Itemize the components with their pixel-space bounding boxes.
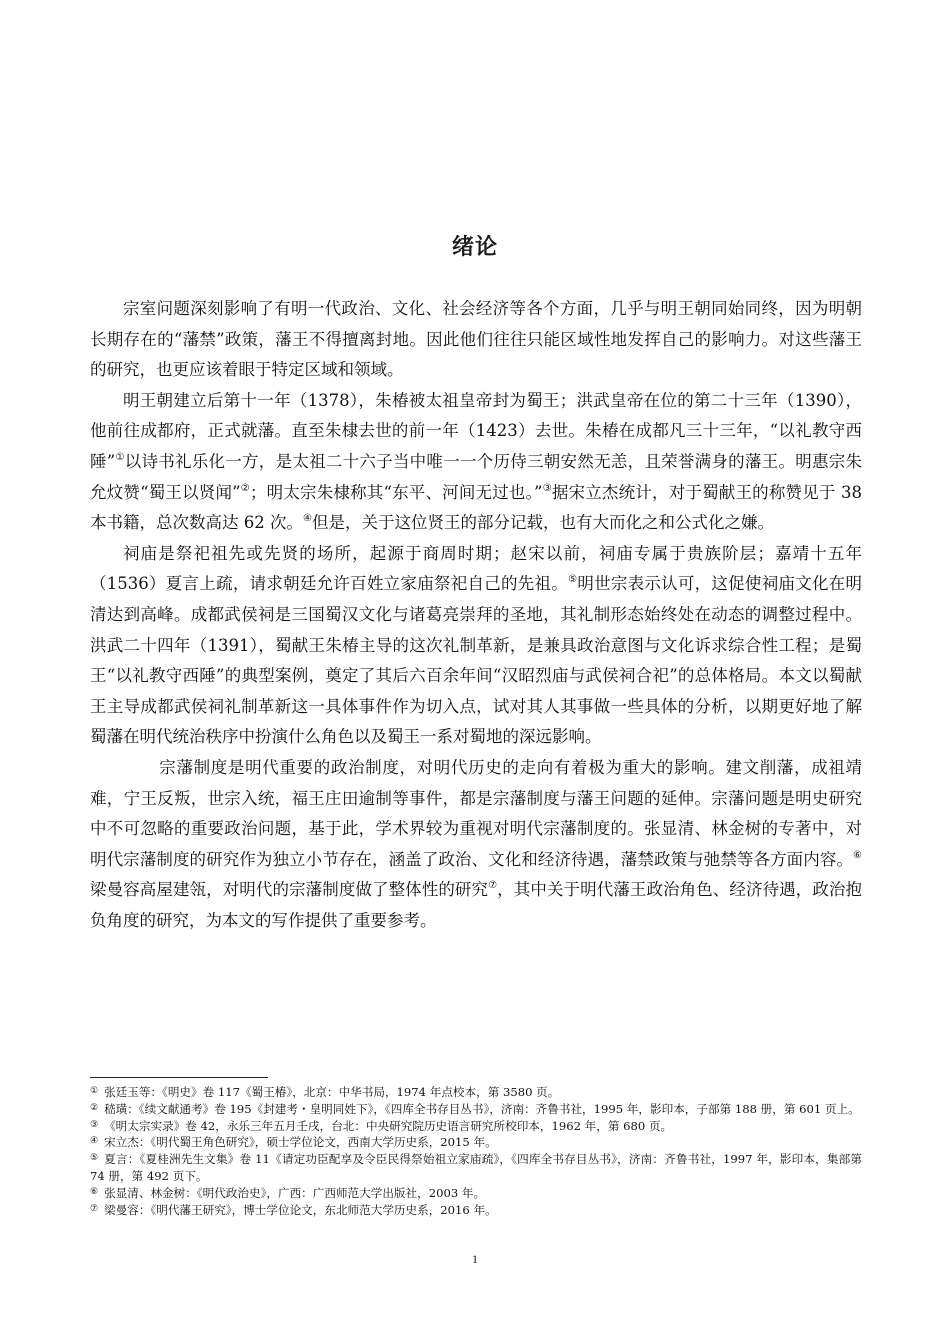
paragraph-text: ；明太宗朱棣称其“东平、河间无过也。” bbox=[249, 482, 543, 502]
footnote-mark: ② bbox=[90, 1102, 99, 1113]
footnote-divider bbox=[90, 1077, 268, 1078]
paragraph-text: 宗藩制度是明代重要的政治制度，对明代历史的走向有着极为重大的影响。建文削藩，成祖靖难，宁王反叛，世宗入统，福王庄田逾制等事件，都是宗藩制度与藩王问题的延伸。宗藩问题是明史研究中不可忽略的重要政治问题，基于此，学术界较为重视对明代宗藩制度的。张显清、林金树的专著中，对明代宗藩制度的研究作为独立小节存在，涵盖了政治、文化和经济待遇，藩禁政策与弛禁等各方面内容。 bbox=[90, 757, 862, 869]
footnote-item bbox=[90, 1185, 862, 1202]
footnotes bbox=[90, 1084, 862, 1218]
paragraph-text: ，其中关于明代藩王政治角色、经济待遇，政治抱负角度的研究，为本文的写作提供了重要参考。 bbox=[90, 880, 863, 930]
footnote-mark: ③ bbox=[90, 1119, 99, 1130]
paragraph-text: 但是，关于这位贤王的部分记载，也有大而化之和公式化之嫌。 bbox=[311, 513, 774, 533]
footnote-item bbox=[90, 1101, 862, 1118]
footnote-mark: ⑥ bbox=[90, 1186, 99, 1197]
footnote-ref[interactable]: ② bbox=[240, 482, 250, 494]
body-paragraph-2 bbox=[90, 386, 862, 539]
footnote-mark: ④ bbox=[90, 1136, 99, 1147]
footnote-ref[interactable]: ⑦ bbox=[488, 880, 498, 892]
footnote-text: 梁曼容：《明代藩王研究》，博士学位论文，东北师范大学历史系，2016 年。 bbox=[104, 1202, 497, 1217]
footnote-ref[interactable]: ⑥ bbox=[853, 849, 862, 861]
footnote-ref[interactable]: ⑤ bbox=[568, 574, 578, 586]
footnote-ref[interactable]: ① bbox=[115, 451, 125, 463]
footnote-item bbox=[90, 1151, 862, 1185]
footnote-text: 宋立杰：《明代蜀王角色研究》，硕士学位论文，西南大学历史系，2015 年。 bbox=[104, 1135, 497, 1150]
footnote-item bbox=[90, 1134, 862, 1151]
footnote-ref[interactable]: ③ bbox=[542, 482, 552, 494]
body-text bbox=[90, 294, 862, 936]
footnote-text: 张显清、林金树：《明代政治史》，广西：广西师范大学出版社，2003 年。 bbox=[104, 1185, 486, 1200]
body-paragraph-3 bbox=[90, 539, 862, 753]
page-title: 绪论 bbox=[451, 235, 498, 260]
body-paragraph-4 bbox=[90, 753, 862, 937]
footnote-text: 《明太宗实录》卷 42，永乐三年五月壬戌，台北：中央研究院历史语言研究所校印本，1962 年，第 680 页。 bbox=[104, 1118, 673, 1133]
paragraph-text: 以诗书礼乐化一方，是太祖二十六子当中唯一一个历侍三朝安然无恙，且荣誉满身的藩王。明惠宗朱允炆赞“蜀王以贤闻” bbox=[90, 451, 863, 502]
page-number: 1 bbox=[472, 1252, 478, 1266]
footnote-item bbox=[90, 1118, 862, 1135]
paragraph-text: 明王朝建立后第十一年（1378），朱椿被太祖皇帝封为蜀王；洪武皇帝在位的第二十三年（1390），他前往成都府，正式就藩。直至朱棣去世的前一年（1423）去世。朱椿在成都凡三十三年，“以礼教守西陲” bbox=[90, 390, 862, 471]
footnote-text: 张廷玉等：《明史》卷 117《蜀王椿》，北京：中华书局，1974 年点校本，第 3580 页。 bbox=[104, 1085, 560, 1099]
body-paragraph-1 bbox=[90, 294, 862, 386]
footnote-item bbox=[90, 1084, 862, 1101]
footnote-mark: ⑤ bbox=[90, 1153, 99, 1164]
paragraph-text: 明世宗表示认可，这促使祠庙文化在明清达到高峰。成都武侯祠是三国蜀汉文化与诸葛亮崇拜的圣地，其礼制形态始终处在动态的调整过程中。洪武二十四年（1391），蜀献王朱椿主导的这次礼制革新，是兼具政治意图与文化诉求综合性工程；是蜀王“以礼教守西陲”的典型案例，奠定了其后六百余年间“汉昭烈庙与武侯祠合祀”的总体格局。本文以蜀献王主导成都武侯祠礼制革新这一具体事件作为切入点，试对其人其事做一些具体的分析，以期更好地了解蜀藩在明代统治秩序中扮演什么角色以及蜀王一系对蜀地的深远影响。 bbox=[90, 574, 863, 747]
paragraph-text: 宗室问题深刻影响了有明一代政治、文化、社会经济等各个方面，几乎与明王朝同始同终，因为明朝长期存在的“藩禁”政策，藩王不得擅离封地。因此他们往往只能区域性地发挥自己的影响力。对这些藩王的研究，也更应该着眼于特定区域和领域。 bbox=[90, 299, 862, 380]
paragraph-text: 祠庙是祭祀祖先或先贤的场所，起源于商周时期；赵宋以前，祠庙专属于贵族阶层；嘉靖十五年（1536）夏言上疏，请求朝廷允许百姓立家庙祭祀自己的先祖。 bbox=[90, 543, 862, 594]
paragraph-text: 梁曼容高屋建瓴，对明代的宗藩制度做了整体性的研究 bbox=[90, 880, 489, 900]
footnote-mark: ① bbox=[90, 1086, 99, 1096]
footnote-mark: ⑦ bbox=[90, 1203, 99, 1214]
footnote-item bbox=[90, 1202, 862, 1219]
footnote-text: 夏言：《夏桂洲先生文集》卷 11《请定功臣配享及令臣民得祭始祖立家庙疏》，《四库全书存目丛书》，济南：齐鲁书社，1997 年，影印本，集部第 74 册，第 492 页下。 bbox=[90, 1152, 862, 1183]
footnote-ref[interactable]: ④ bbox=[303, 513, 312, 525]
footnote-text: 嵇璜：《续文献通考》卷 195《封建考・皇明同姓下》，《四库全书存目丛书》，济南：齐鲁书社，1995 年，影印本，子部第 188 册，第 601 页上。 bbox=[104, 1101, 860, 1116]
paragraph-text: 据宋立杰统计，对于蜀献王的称赞见于 38 本书籍，总次数高达 62 次。 bbox=[90, 482, 863, 533]
